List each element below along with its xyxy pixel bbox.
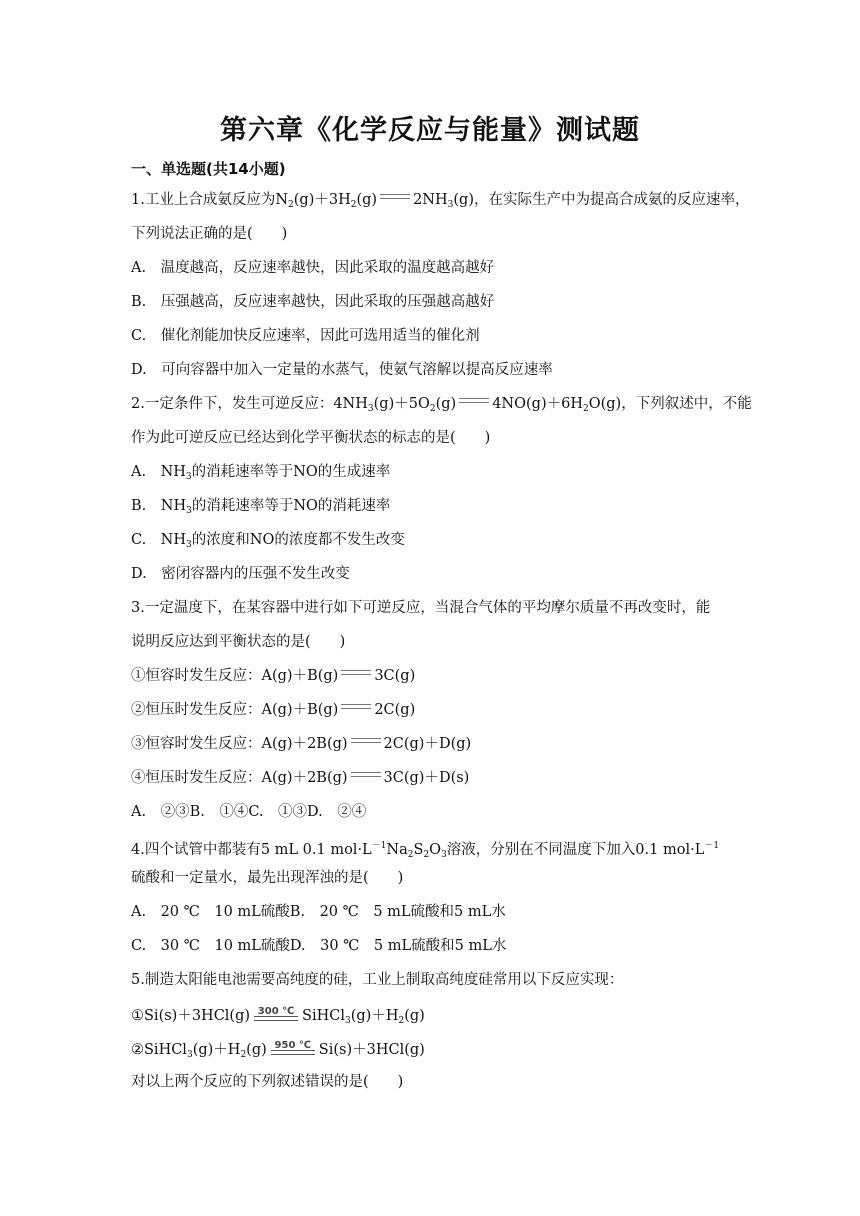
question-2-stem: 2.一定条件下，发生可逆反应：$4NH_3(g)+5O_2(g)$ $4NO(g)+6H_2O(g)$，下列叙述中，不能 xyxy=(131,396,752,414)
question-5-stem: 5.制造太阳能电池需要高纯度的硅，工业上制取高纯度硅常用以下反应实现： xyxy=(131,972,624,988)
equilibrium-arrow-icon xyxy=(378,192,412,202)
question-1-stem: 1.工业上合成氨反应为$N_2(g)+3H_2(g)$ $2NH_3(g)$，在实际生产中为提高合成氨的反应速率， xyxy=(131,192,750,210)
equilibrium-arrow-icon xyxy=(339,668,373,678)
q1-option-b: B. 压强越高，反应速率越快，因此采取的压强越高越好 xyxy=(131,294,495,310)
q1-option-d: D. 可向容器中加入一定量的水蒸气，使氨气溶解以提高反应速率 xyxy=(131,362,553,378)
q2-option-b: B. $NH_3$的消耗速率等于NO的消耗速率 xyxy=(131,498,391,516)
q5-reaction-2: $②SiHCl_3(g)+H_2(g)$ 950 ℃ Si(s)＋3HCl(g) xyxy=(131,1040,425,1060)
q4-options-ab: A. 20 ℃ 10 mL硫酸B. 20 ℃ 5 mL硫酸和5 mL水 xyxy=(131,904,506,920)
q2-option-d: D. 密闭容器内的压强不发生改变 xyxy=(131,566,350,582)
equilibrium-arrow-icon xyxy=(349,736,383,746)
q1-option-c: C. 催化剂能加快反应速率，因此可选用适当的催化剂 xyxy=(131,328,480,344)
equilibrium-arrow-icon xyxy=(339,702,373,712)
question-3-stem-cont: 说明反应达到平衡状态的是( ) xyxy=(131,634,346,650)
question-5-stem-cont: 对以上两个反应的下列叙述错误的是( ) xyxy=(131,1074,404,1090)
question-4-stem: 4.四个试管中都装有5 mL 0.1 $mol\cdot L^{-1}Na_2S_2O_3$溶液，分别在不同温度下加入0.1 $mol\cdot L^{-1}$ xyxy=(131,841,720,860)
q3-options: A. ②③B. ①④C. ①③D. ②④ xyxy=(131,804,367,820)
reaction-condition: 950 ℃ xyxy=(269,1038,317,1058)
q2-option-a: A. $NH_3$的消耗速率等于NO的生成速率 xyxy=(131,464,391,482)
q3-reaction-4: ④恒压时发生反应：A(g)＋2B(g) 3C(g)＋D(s) xyxy=(131,770,470,786)
q1-option-a: A. 温度越高，反应速率越快，因此采取的温度越高越好 xyxy=(131,260,495,276)
question-4-stem-cont: 硫酸和一定量水，最先出现浑浊的是( ) xyxy=(131,870,404,886)
q3-reaction-2: ②恒压时发生反应：A(g)＋B(g) 2C(g) xyxy=(131,702,416,718)
question-2-stem-cont: 作为此可逆反应已经达到化学平衡状态的标志的是( ) xyxy=(131,430,491,446)
q4-options-cd: C. 30 ℃ 10 mL硫酸D. 30 ℃ 5 mL硫酸和5 mL水 xyxy=(131,938,507,954)
equilibrium-arrow-icon xyxy=(457,396,491,406)
question-1-stem-cont: 下列说法正确的是( ) xyxy=(131,226,288,242)
q2-option-c: C. $NH_3$的浓度和NO的浓度都不发生改变 xyxy=(131,532,405,550)
q3-reaction-1: ①恒容时发生反应：A(g)＋B(g) 3C(g) xyxy=(131,668,416,684)
reaction-condition: 300 ℃ xyxy=(252,1004,300,1024)
q3-reaction-3: ③恒容时发生反应：A(g)＋2B(g) 2C(g)＋D(g) xyxy=(131,736,472,752)
page-title: 第六章《化学反应与能量》测试题 xyxy=(220,115,640,146)
equilibrium-arrow-icon xyxy=(349,770,383,780)
q5-reaction-1: ①Si(s)＋3HCl(g) 300 ℃ $SiHCl_3(g)+H_2(g)$ xyxy=(131,1006,425,1026)
question-3-stem: 3.一定温度下，在某容器中进行如下可逆反应，当混合气体的平均摩尔质量不再改变时，能 xyxy=(131,600,711,616)
section-heading: 一、单选题(共14小题) xyxy=(131,160,286,178)
